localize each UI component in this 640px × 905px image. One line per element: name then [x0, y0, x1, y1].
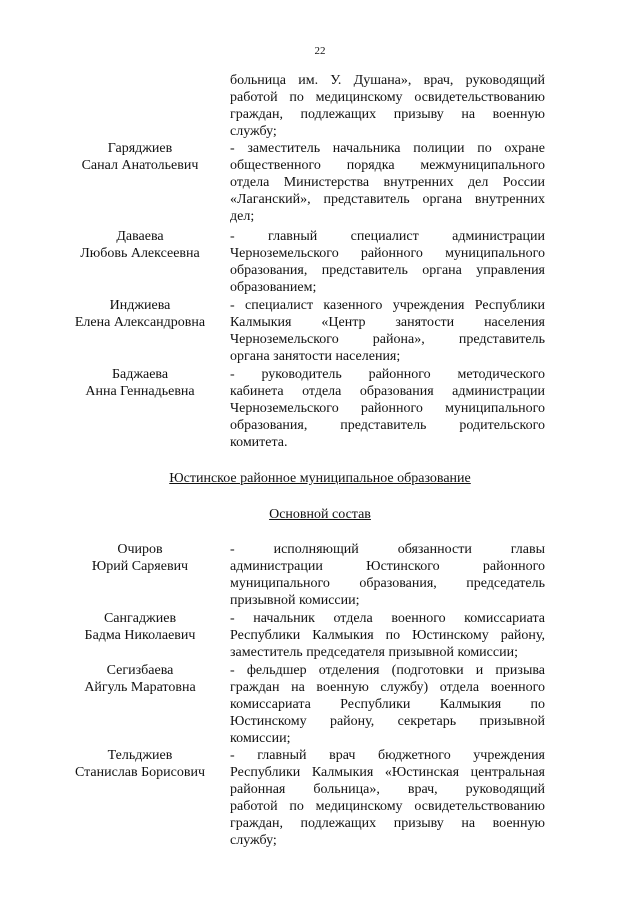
text-line: образования, представитель органа управления — [230, 263, 545, 278]
text-line: - специалист казенного учреждения Республики — [230, 298, 545, 313]
member-name — [60, 297, 220, 331]
member-surname: Сегизбаева — [106, 663, 174, 678]
text-line: Черноземельского районного муниципального — [230, 246, 545, 261]
text-line: Республики Калмыкия «Юстинская центральная — [230, 765, 545, 780]
section-heading: Юстинское районное муниципальное образование — [169, 471, 471, 486]
text-line: Черноземельского районного муниципального — [230, 401, 545, 416]
text-line: - фельдшер отделения (подготовки и призыва — [230, 663, 545, 678]
page-number: 22 — [314, 45, 326, 57]
member-name — [60, 541, 220, 575]
text-line: образования, представитель родительского — [230, 418, 545, 433]
text-line: комитета. — [230, 435, 288, 450]
text-line: граждан на военную службу) отдела военного — [230, 680, 545, 695]
member-surname: Тельджиев — [107, 748, 173, 763]
text-line: - руководитель районного методического — [230, 367, 545, 382]
continuation-text — [230, 72, 545, 140]
text-line: заместитель председателя призывной комиссии; — [230, 645, 518, 660]
text-line: комиссии; — [230, 731, 291, 746]
text-line: муниципального образования, председатель — [230, 576, 545, 591]
member-given-names: Елена Александровна — [74, 315, 206, 330]
text-line: Черноземельского района», представитель — [230, 332, 545, 347]
text-line: Калмыкия «Центр занятости населения — [230, 315, 545, 330]
member-role — [230, 297, 545, 365]
text-line: призывной комиссии; — [230, 593, 360, 608]
member-given-names: Айгуль Маратовна — [84, 680, 196, 695]
text-line: Юстинскому району, секретарь призывной — [230, 714, 545, 729]
member-name — [60, 662, 220, 696]
member-surname: Сангаджиев — [103, 611, 177, 626]
text-line: комиссариата Республики Калмыкия по — [230, 697, 545, 712]
text-line: администрации Юстинского районного — [230, 559, 545, 574]
member-name — [60, 140, 220, 174]
text-line: - заместитель начальника полиции по охране — [230, 141, 545, 156]
text-line: Республики Калмыкия по Юстинскому району, — [230, 628, 545, 643]
text-line: районная больница», врач, руководящий — [230, 782, 545, 797]
text-line: службу; — [230, 124, 277, 139]
member-given-names: Любовь Алексеевна — [80, 246, 200, 261]
member-surname: Баджаева — [111, 367, 169, 382]
member-name — [60, 610, 220, 644]
text-line: органа занятости населения; — [230, 349, 401, 364]
text-line: «Лаганский», представитель органа внутренних — [230, 192, 545, 207]
member-surname: Очиров — [117, 542, 163, 557]
text-line: граждан, подлежащих призыву на военную — [230, 107, 545, 122]
member-name — [60, 747, 220, 781]
member-role — [230, 228, 545, 296]
member-given-names: Станислав Борисович — [74, 765, 206, 780]
subsection-heading: Основной состав — [269, 507, 371, 522]
text-line: отдела Министерства внутренних дел России — [230, 175, 545, 190]
text-line: граждан, подлежащих призыву на военную — [230, 816, 545, 831]
text-line: кабинета отдела образования администрации — [230, 384, 545, 399]
text-line: службу; — [230, 833, 277, 848]
text-line: - исполняющий обязанности главы — [230, 542, 545, 557]
text-line: - главный специалист администрации — [230, 229, 545, 244]
member-given-names: Юрий Саряевич — [91, 559, 189, 574]
member-role — [230, 747, 545, 849]
text-line: - главный врач бюджетного учреждения — [230, 748, 545, 763]
member-role — [230, 541, 545, 609]
member-surname: Инджиева — [109, 298, 171, 313]
member-given-names: Анна Геннадьевна — [85, 384, 195, 399]
text-line: - начальник отдела военного комиссариата — [230, 611, 545, 626]
member-role — [230, 610, 545, 661]
member-name — [60, 228, 220, 262]
member-role — [230, 140, 545, 225]
member-name — [60, 366, 220, 400]
member-given-names: Бадма Николаевич — [84, 628, 196, 643]
text-line: работой по медицинскому освидетельствованию — [230, 799, 545, 814]
member-given-names: Санал Анатольевич — [81, 158, 199, 173]
member-role — [230, 366, 545, 451]
member-surname: Даваева — [116, 229, 164, 244]
text-line: общественного порядка межмуниципального — [230, 158, 545, 173]
text-line: работой по медицинскому освидетельствованию — [230, 90, 545, 105]
text-line: образованием; — [230, 280, 317, 295]
text-line: дел; — [230, 209, 255, 224]
member-surname: Гаряджиев — [107, 141, 173, 156]
text-line: больница им. У. Душана», врач, руководящий — [230, 73, 545, 88]
member-role — [230, 662, 545, 747]
